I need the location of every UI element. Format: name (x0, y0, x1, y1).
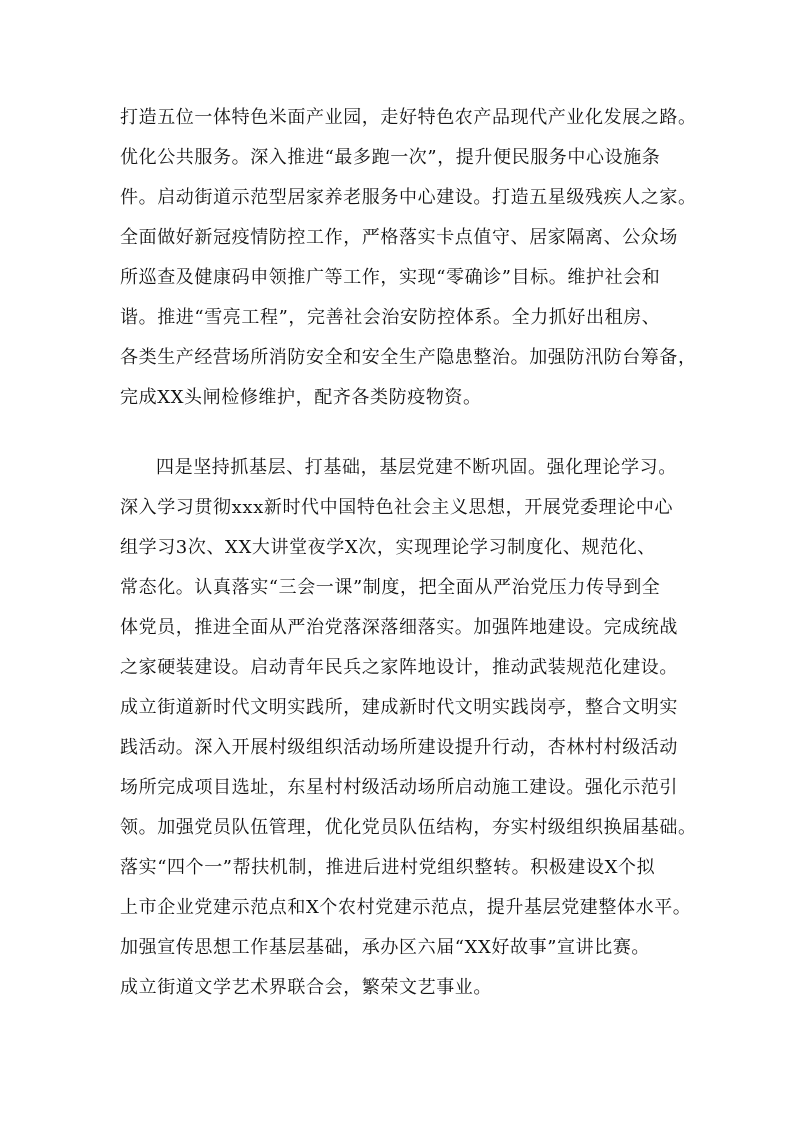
paragraph-2-line-5: 体党员，推进全面从严治党落深落细落实。加强阵地建设。完成统战 (120, 617, 678, 638)
paragraph-1-line-2: 优化公共服务。深入推进“最多跑一次”，提升便民服务中心设施条 (120, 147, 661, 168)
paragraph-2-line-6: 之家硬装建设。启动青年民兵之家阵地设计，推动武装规范化建设。 (120, 657, 678, 678)
paragraph-2-line-1: 四是坚持抓基层、打基础，基层党建不断巩固。强化理论学习。 (156, 457, 677, 478)
paragraph-2-line-8: 践活动。深入开展村级组织活动场所建设提升行动，杏林村村级活动 (120, 737, 678, 758)
paragraph-2-line-3: 组学习3次、XX大讲堂夜学X次，实现理论学习制度化、规范化、 (120, 537, 656, 558)
paragraph-2-line-11: 落实“四个一”帮扶机制，推进后进村党组织整转。积极建设X个拟 (120, 857, 656, 878)
paragraph-2-line-12: 上市企业党建示范点和X个农村党建示范点，提升基层党建整体水平。 (120, 897, 692, 918)
paragraph-2-line-2: 深入学习贯彻xxx新时代中国特色社会主义思想，开展党委理论中心 (120, 497, 674, 518)
paragraph-2-line-9: 场所完成项目选址，东星村村级活动场所启动施工建设。强化示范引 (120, 777, 678, 798)
paragraph-1-line-6: 谐。推进“雪亮工程”，完善社会治安防控体系。全力抓好出租房、 (120, 307, 661, 328)
paragraph-1-line-3: 件。启动街道示范型居家养老服务中心建设。打造五星级残疾人之家。 (120, 187, 697, 208)
paragraph-1-line-4: 全面做好新冠疫情防控工作，严格落实卡点值守、居家隔离、公众场 (120, 227, 678, 248)
paragraph-1-line-1: 打造五位一体特色米面产业园，走好特色农产品现代产业化发展之路。 (120, 107, 697, 128)
paragraph-1-line-7: 各类生产经营场所消防安全和安全生产隐患整治。加强防汛防台筹备， (120, 347, 697, 368)
paragraph-1-line-5: 所巡查及健康码申领推广等工作，实现“零确诊”目标。维护社会和 (120, 267, 661, 288)
paragraph-2-line-4: 常态化。认真落实“三会一课”制度，把全面从严治党压力传导到全 (120, 577, 661, 598)
paragraph-2-line-7: 成立街道新时代文明实践所，建成新时代文明实践岗亭，整合文明实 (120, 697, 678, 718)
paragraph-1-line-8: 完成XX头闸检修维护，配齐各类防疫物资。 (120, 387, 482, 408)
paragraph-2-line-13: 加强宣传思想工作基层基础，承办区六届“XX好故事”宣讲比赛。 (120, 937, 651, 958)
paragraph-2-line-14: 成立街道文学艺术界联合会，繁荣文艺事业。 (120, 977, 492, 998)
paragraph-2-line-10: 领。加强党员队伍管理，优化党员队伍结构，夯实村级组织换届基础。 (120, 817, 697, 838)
